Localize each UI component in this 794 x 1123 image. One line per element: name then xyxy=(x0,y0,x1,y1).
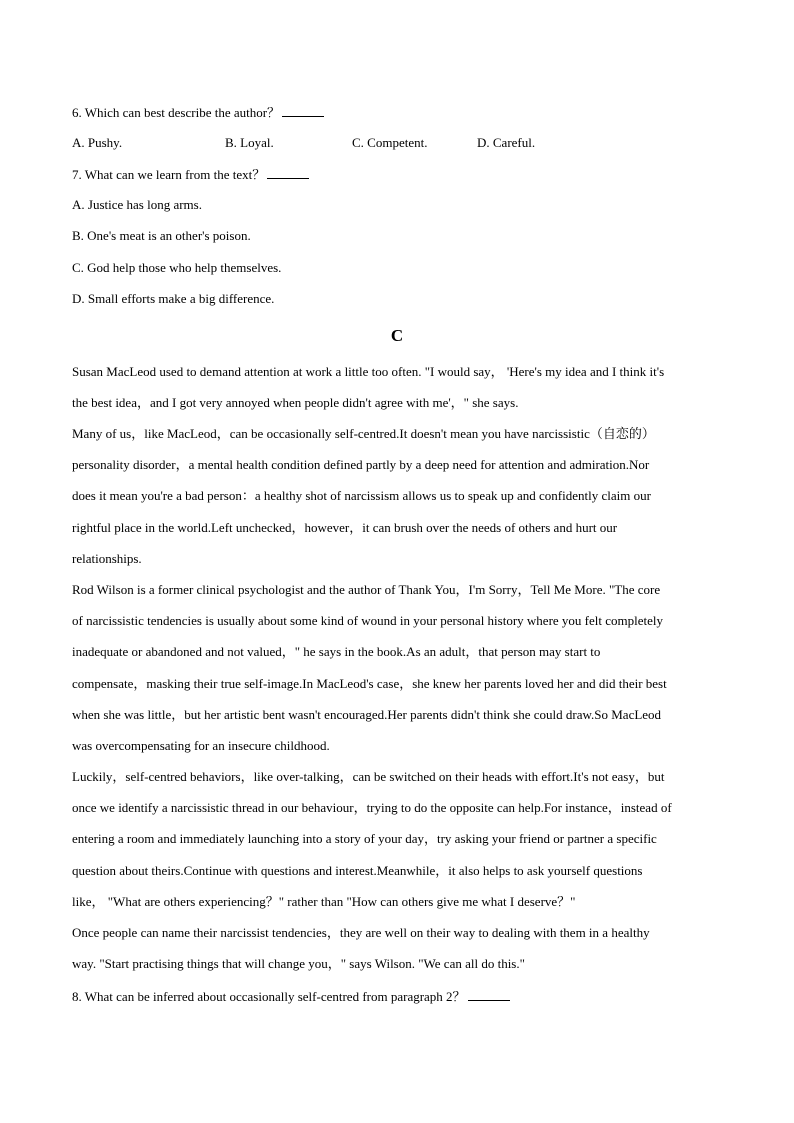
q6-option-c: C. Competent. xyxy=(352,135,428,150)
paragraph-line: rightful place in the world.Left unchecked，however，it can brush over the needs of others and hurt our xyxy=(72,519,618,535)
paragraph-line: when she was little，but her artistic bent wasn't encouraged.Her parents didn't think she could draw.So MacLeod xyxy=(72,706,662,722)
question-7 xyxy=(72,166,309,183)
answer-blank-7 xyxy=(267,166,309,179)
paragraph-line: entering a room and immediately launching into a story of your day，try asking your friend or partner a specific xyxy=(72,831,657,847)
paragraph-line: Once people can name their narcissist tendencies，they are well on their way to dealing with them in a healthy xyxy=(72,925,650,940)
passage-paragraph-3 xyxy=(72,574,722,761)
paragraph-line: like， "What are others experiencing？" rather than "How can others give me what I deserve？" xyxy=(72,893,576,909)
paragraph-line: the best idea，and I got very annoyed when people didn't agree with me'，" she says. xyxy=(72,395,519,411)
paragraph-line: Many of us，like MacLeod，can be occasionally self-centred.It doesn't mean you have narcissistic（自恋的） xyxy=(72,426,655,441)
q7-option-b: B. One's meat is an other's poison. xyxy=(72,228,251,243)
question-8-text: 8. What can be inferred about occasionally self-centred from paragraph 2？ xyxy=(72,989,466,1004)
passage-paragraph-4 xyxy=(72,761,722,917)
passage-paragraph-2 xyxy=(72,418,722,574)
paragraph-line: relationships. xyxy=(72,550,142,566)
paragraph-line: does it mean you're a bad person：a healthy shot of narcissism allows us to speak up and confidently claim our xyxy=(72,488,651,504)
paragraph-line: inadequate or abandoned and not valued，" he says in the book.As an adult，that person may start to xyxy=(72,644,601,660)
q7-option-c: C. God help those who help themselves. xyxy=(72,260,282,275)
paragraph-line: of narcissistic tendencies is usually about some kind of wound in your personal history where you felt completely xyxy=(72,613,664,629)
q7-option-d: D. Small efforts make a big difference. xyxy=(72,291,275,306)
question-7-text: 7. What can we learn from the text？ xyxy=(72,167,266,182)
paragraph-line: compensate，masking their true self-image.In MacLeod's case，she knew her parents loved her and did their best xyxy=(72,675,667,691)
paragraph-line: was overcompensating for an insecure childhood. xyxy=(72,738,330,754)
q7-option-a: A. Justice has long arms. xyxy=(72,197,202,212)
paragraph-line: Susan MacLeod used to demand attention at work a little too often. "I would say， 'Here's my idea and I think it's xyxy=(72,364,665,379)
paragraph-line: once we identify a narcissistic thread in our behaviour，trying to do the opposite can help.For instance，instead of xyxy=(72,800,672,816)
paragraph-line: Luckily，self-centred behaviors，like over-talking，can be switched on their heads with effort.It's not easy，but xyxy=(72,769,665,784)
passage-paragraph-5 xyxy=(72,917,722,979)
paragraph-line: way. "Start practising things that will change you，" says Wilson. "We can all do this." xyxy=(72,956,525,972)
q6-option-d: D. Careful. xyxy=(477,135,536,150)
paragraph-line: question about theirs.Continue with questions and interest.Meanwhile，it also helps to ask yourself questions xyxy=(72,862,643,878)
passage-paragraph-1 xyxy=(72,356,722,418)
question-8 xyxy=(72,988,510,1005)
paragraph-line: personality disorder，a mental health condition defined partly by a deep need for attention and admiration.Nor xyxy=(72,457,650,473)
question-6 xyxy=(72,104,324,121)
answer-blank-6 xyxy=(282,104,324,117)
answer-blank-8 xyxy=(468,988,510,1001)
q6-option-b: B. Loyal. xyxy=(225,135,274,150)
question-6-text: 6. Which can best describe the author？ xyxy=(72,105,281,120)
section-title: C xyxy=(390,326,404,345)
paragraph-line: Rod Wilson is a former clinical psychologist and the author of Thank You，I'm Sorry，Tell Me More. "The core xyxy=(72,582,661,597)
q6-option-a: A. Pushy. xyxy=(72,135,123,150)
